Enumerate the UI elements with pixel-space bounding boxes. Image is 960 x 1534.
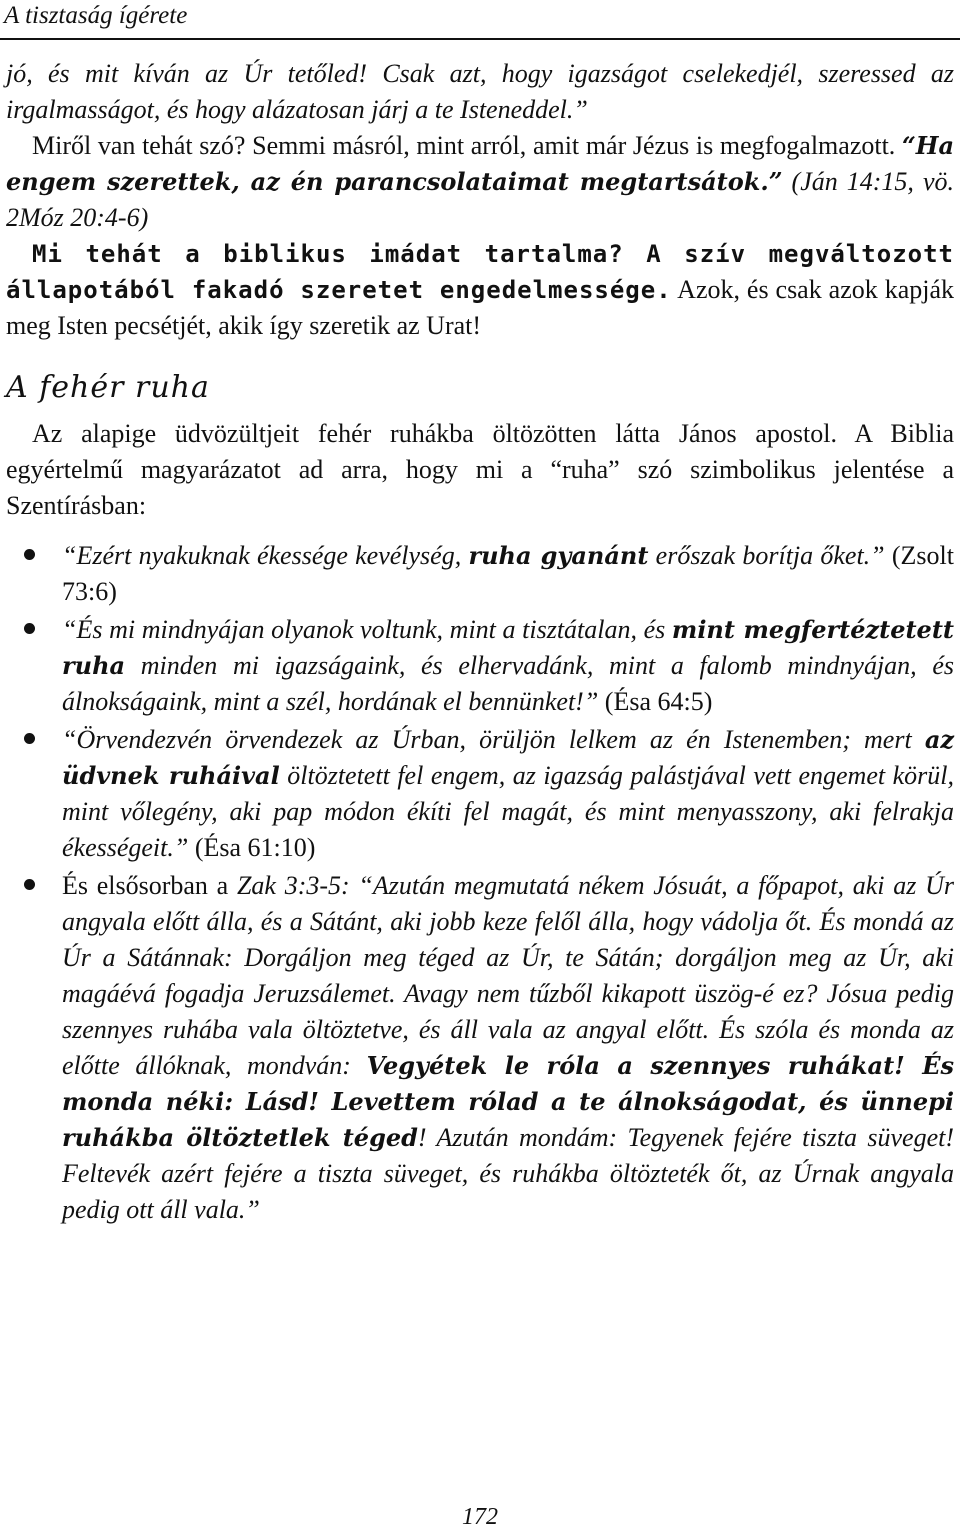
page-body xyxy=(6,56,954,1230)
bullet-4-quote: Zak 3:3-5: “Azután megmutatá nékem Jósuát, a főpapot, aki az Úr angyala előtt álla, és a Sátánt, aki jobb keze felől álla, hogy vádolja őt. És mondá az Úr a Sátánnak: Dorgáljon meg téged az Úr, te Sátán; dorgáljon meg az Úr, aki magáévá fogadja Jeruzsálemet. Avagy nem tűzből kikapott üszög-é ez? Jósua pedig szennyes ruhába vala öltöztetve, és áll vala az angyal előtt. És szóla és monda az előtte állóknak, mondván: xyxy=(62,871,954,1080)
bullet-dot xyxy=(24,879,35,890)
bullet-4-quote-end: ! Azután mondám: Tegyenek fejére tiszta süveget! Feltevék azért fejére a tiszta süveget, és ruhákba öltözteték őt, az Úrnak angyala pedig ott áll vala.” xyxy=(62,1123,954,1224)
section-paragraph: Az alapige üdvözültjeit fehér ruhákba öltözötten látta János apostol. A Biblia egyértelmű magyarázatot ad arra, hogy mi a “ruha” szó szimbolikus jelentése a Szentírásban: xyxy=(6,419,954,520)
intro-p2-quote: “Ha engem szerettek, az én parancsolataimat megtartsátok.” xyxy=(6,131,954,196)
intro-p3-bold: Mi tehát a biblikus imádat tartalma? A szív megváltozott állapotából fakadó szeretet engedelmessége. xyxy=(6,240,954,304)
bullet-list xyxy=(6,538,954,1228)
bullet-dot xyxy=(24,623,35,634)
bullet-2-quote-end: minden mi igazságaink, és elhervadánk, mint a falomb mindnyájan, és álnokságaink, mint a szél, hordának el bennünket!” xyxy=(62,651,954,716)
bullet-3-quote-end: öltöztetett fel engem, az igazság palástjával vett engemet körül, mint vőlegény, aki pap módon ékíti fel magát, és mint menyasszony, aki felrakja ékességeit.” xyxy=(62,761,955,862)
bullet-dot xyxy=(24,733,35,744)
bullet-dot xyxy=(24,549,35,560)
page-number: 172 xyxy=(462,1504,498,1530)
bullet-3-reference: (Ésa 61:10) xyxy=(188,833,316,862)
intro-p3-text: Azok, és csak azok kapják meg Isten pecsétjét, akik így szeretik az Urat! xyxy=(6,275,954,340)
bullet-1-reference: (Zsolt 73:6) xyxy=(62,541,954,606)
intro-p2-reference: (Ján 14:15, vö. 2Móz 20:4-6) xyxy=(6,167,954,232)
bullet-2-emphasis: mint megfertéztetett ruha xyxy=(62,615,954,680)
bullet-4-intro: És elsősorban a xyxy=(62,871,237,900)
bullet-item-4 xyxy=(6,868,954,1228)
bullet-4-emphasis: Vegyétek le róla a szennyes ruhákat! És monda néki: Lásd! Levettem rólad a te álnokságodat, és ünnepi ruhákba öltöztetlek téged xyxy=(62,1051,954,1152)
intro-paragraph-2 xyxy=(6,128,954,236)
bullet-1-emphasis: ruha gyanánt xyxy=(468,541,649,570)
header-title: A tisztaság ígérete xyxy=(4,2,188,29)
bullet-2-quote-start: “És mi mindnyájan olyanok voltunk, mint a tisztátalan, és xyxy=(62,615,672,644)
intro-paragraph-1: jó, és mit kíván az Úr tetőled! Csak azt, hogy igazságot cselekedjél, szeressed az irgalmasságot, és hogy alázatosan járj a te Isteneddel.” xyxy=(6,59,954,124)
running-header xyxy=(0,0,960,40)
section-title: A fehér ruha xyxy=(6,370,210,405)
bullet-1-quote-end: erőszak borítja őket.” xyxy=(648,541,885,570)
bullet-3-emphasis: az üdvnek ruháival xyxy=(62,725,954,790)
intro-p2-text: Miről van tehát szó? Semmi másról, mint arról, amit már Jézus is megfogalmazott. xyxy=(32,131,902,160)
bullet-item-1 xyxy=(6,538,954,610)
intro-paragraph-3 xyxy=(6,236,954,344)
bullet-2-reference: (Ésa 64:5) xyxy=(598,687,713,716)
bullet-item-2 xyxy=(6,612,954,720)
bullet-1-quote-start: “Ezért nyakuknak ékessége kevélység, xyxy=(62,541,469,570)
bullet-3-quote-start: “Örvendezvén örvendezek az Úrban, örüljön lelkem az én Istenemben; mert xyxy=(62,725,925,754)
bullet-item-3 xyxy=(6,722,954,866)
